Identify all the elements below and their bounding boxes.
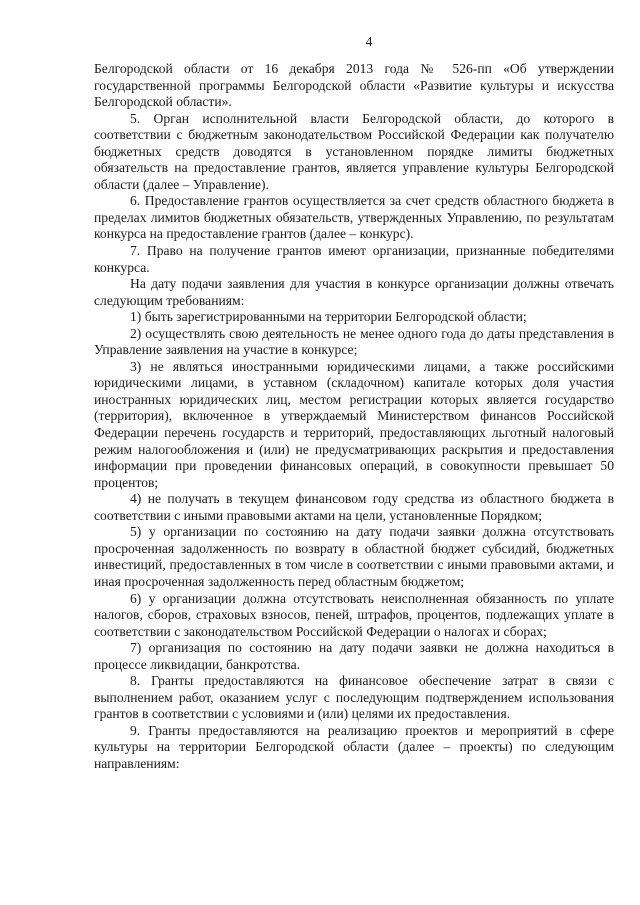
requirement-2: 2) осуществлять свою деятельность не менее одного года до даты представления в Управление заявления на участие в конкурсе; xyxy=(94,325,614,358)
paragraph-9: 9. Гранты предоставляются на реализацию проектов и мероприятий в сфере культуры на территории Белгородской области (далее – проекты) по следующим направлениям: xyxy=(94,722,614,771)
requirement-4: 4) не получать в текущем финансовом году средства из областного бюджета в соответствии с иными правовыми актами на цели, установленные Порядком; xyxy=(94,491,614,523)
paragraph-7: 7. Право на получение грантов имеют организации, признанные победителями конкурса. xyxy=(94,243,614,275)
paragraph-6: 6. Предоставление грантов осуществляется за счет средств областного бюджета в пределах лимитов бюджетных обязательств, утвержденных Управлению, по результатам конкурса на предоставление грантов (далее – конкурс). xyxy=(94,193,614,242)
paragraph-8: 8. Гранты предоставляются на финансовое обеспечение затрат в связи с выполнением работ, оказанием услуг с последующим подтверждением использования грантов в соответствии с условиями и (или) целями их предоставления. xyxy=(94,673,614,722)
requirement-3: 3) не являться иностранными юридическими лицами, а также российскими юридическими лицами, в уставном (складочном) капитале которых доля участия иностранных юридических лиц, местом регистрации которых является государство (территория), включенное в утверждаемый Министерством финансов Российской Федерации перечень государств и территорий, предоставляющих льготный налоговый режим налогообложения и (или) не предусматривающих раскрытия и предоставления информации при проведении финансовых операций, в совокупности превышает 50 процентов; xyxy=(94,358,614,490)
paragraph-requirements-intro: На дату подачи заявления для участия в конкурсе организации должны отвечать следующим требованиям: xyxy=(94,276,614,308)
requirement-5: 5) у организации по состоянию на дату подачи заявки должна отсутствовать просроченная задолженность по возврату в областной бюджет субсидий, бюджетных инвестиций, предоставленных в том числе в соответствии с иными правовыми актами, и иная просроченная задолженность перед областным бюджетом; xyxy=(94,524,614,589)
requirement-6: 6) у организации должна отсутствовать неисполненная обязанность по уплате налогов, сборов, страховых взносов, пеней, штрафов, процентов, подлежащих уплате в соответствии с законодательством Российской Федерации о налогах и сборах; xyxy=(94,590,614,639)
paragraph-continuation: Белгородской области от 16 декабря 2013 года № 526-пп «Об утверждении государственной программы Белгородской области «Развитие культуры и искусства Белгородской области». xyxy=(94,61,614,110)
page-number: 4 xyxy=(365,34,373,49)
paragraph-5: 5. Орган исполнительной власти Белгородской области, до которого в соответствии с бюджетным законодательством Российской Федерации как получателю бюджетных средств доводятся в установленном порядке лимиты бюджетных обязательств на предоставление грантов, является управление культуры Белгородской области (далее – Управление). xyxy=(94,110,614,192)
requirement-1: 1) быть зарегистрированными на территории Белгородской области; xyxy=(130,309,527,325)
requirement-7: 7) организация по состоянию на дату подачи заявки не должна находиться в процессе ликвидации, банкротства. xyxy=(94,640,614,672)
